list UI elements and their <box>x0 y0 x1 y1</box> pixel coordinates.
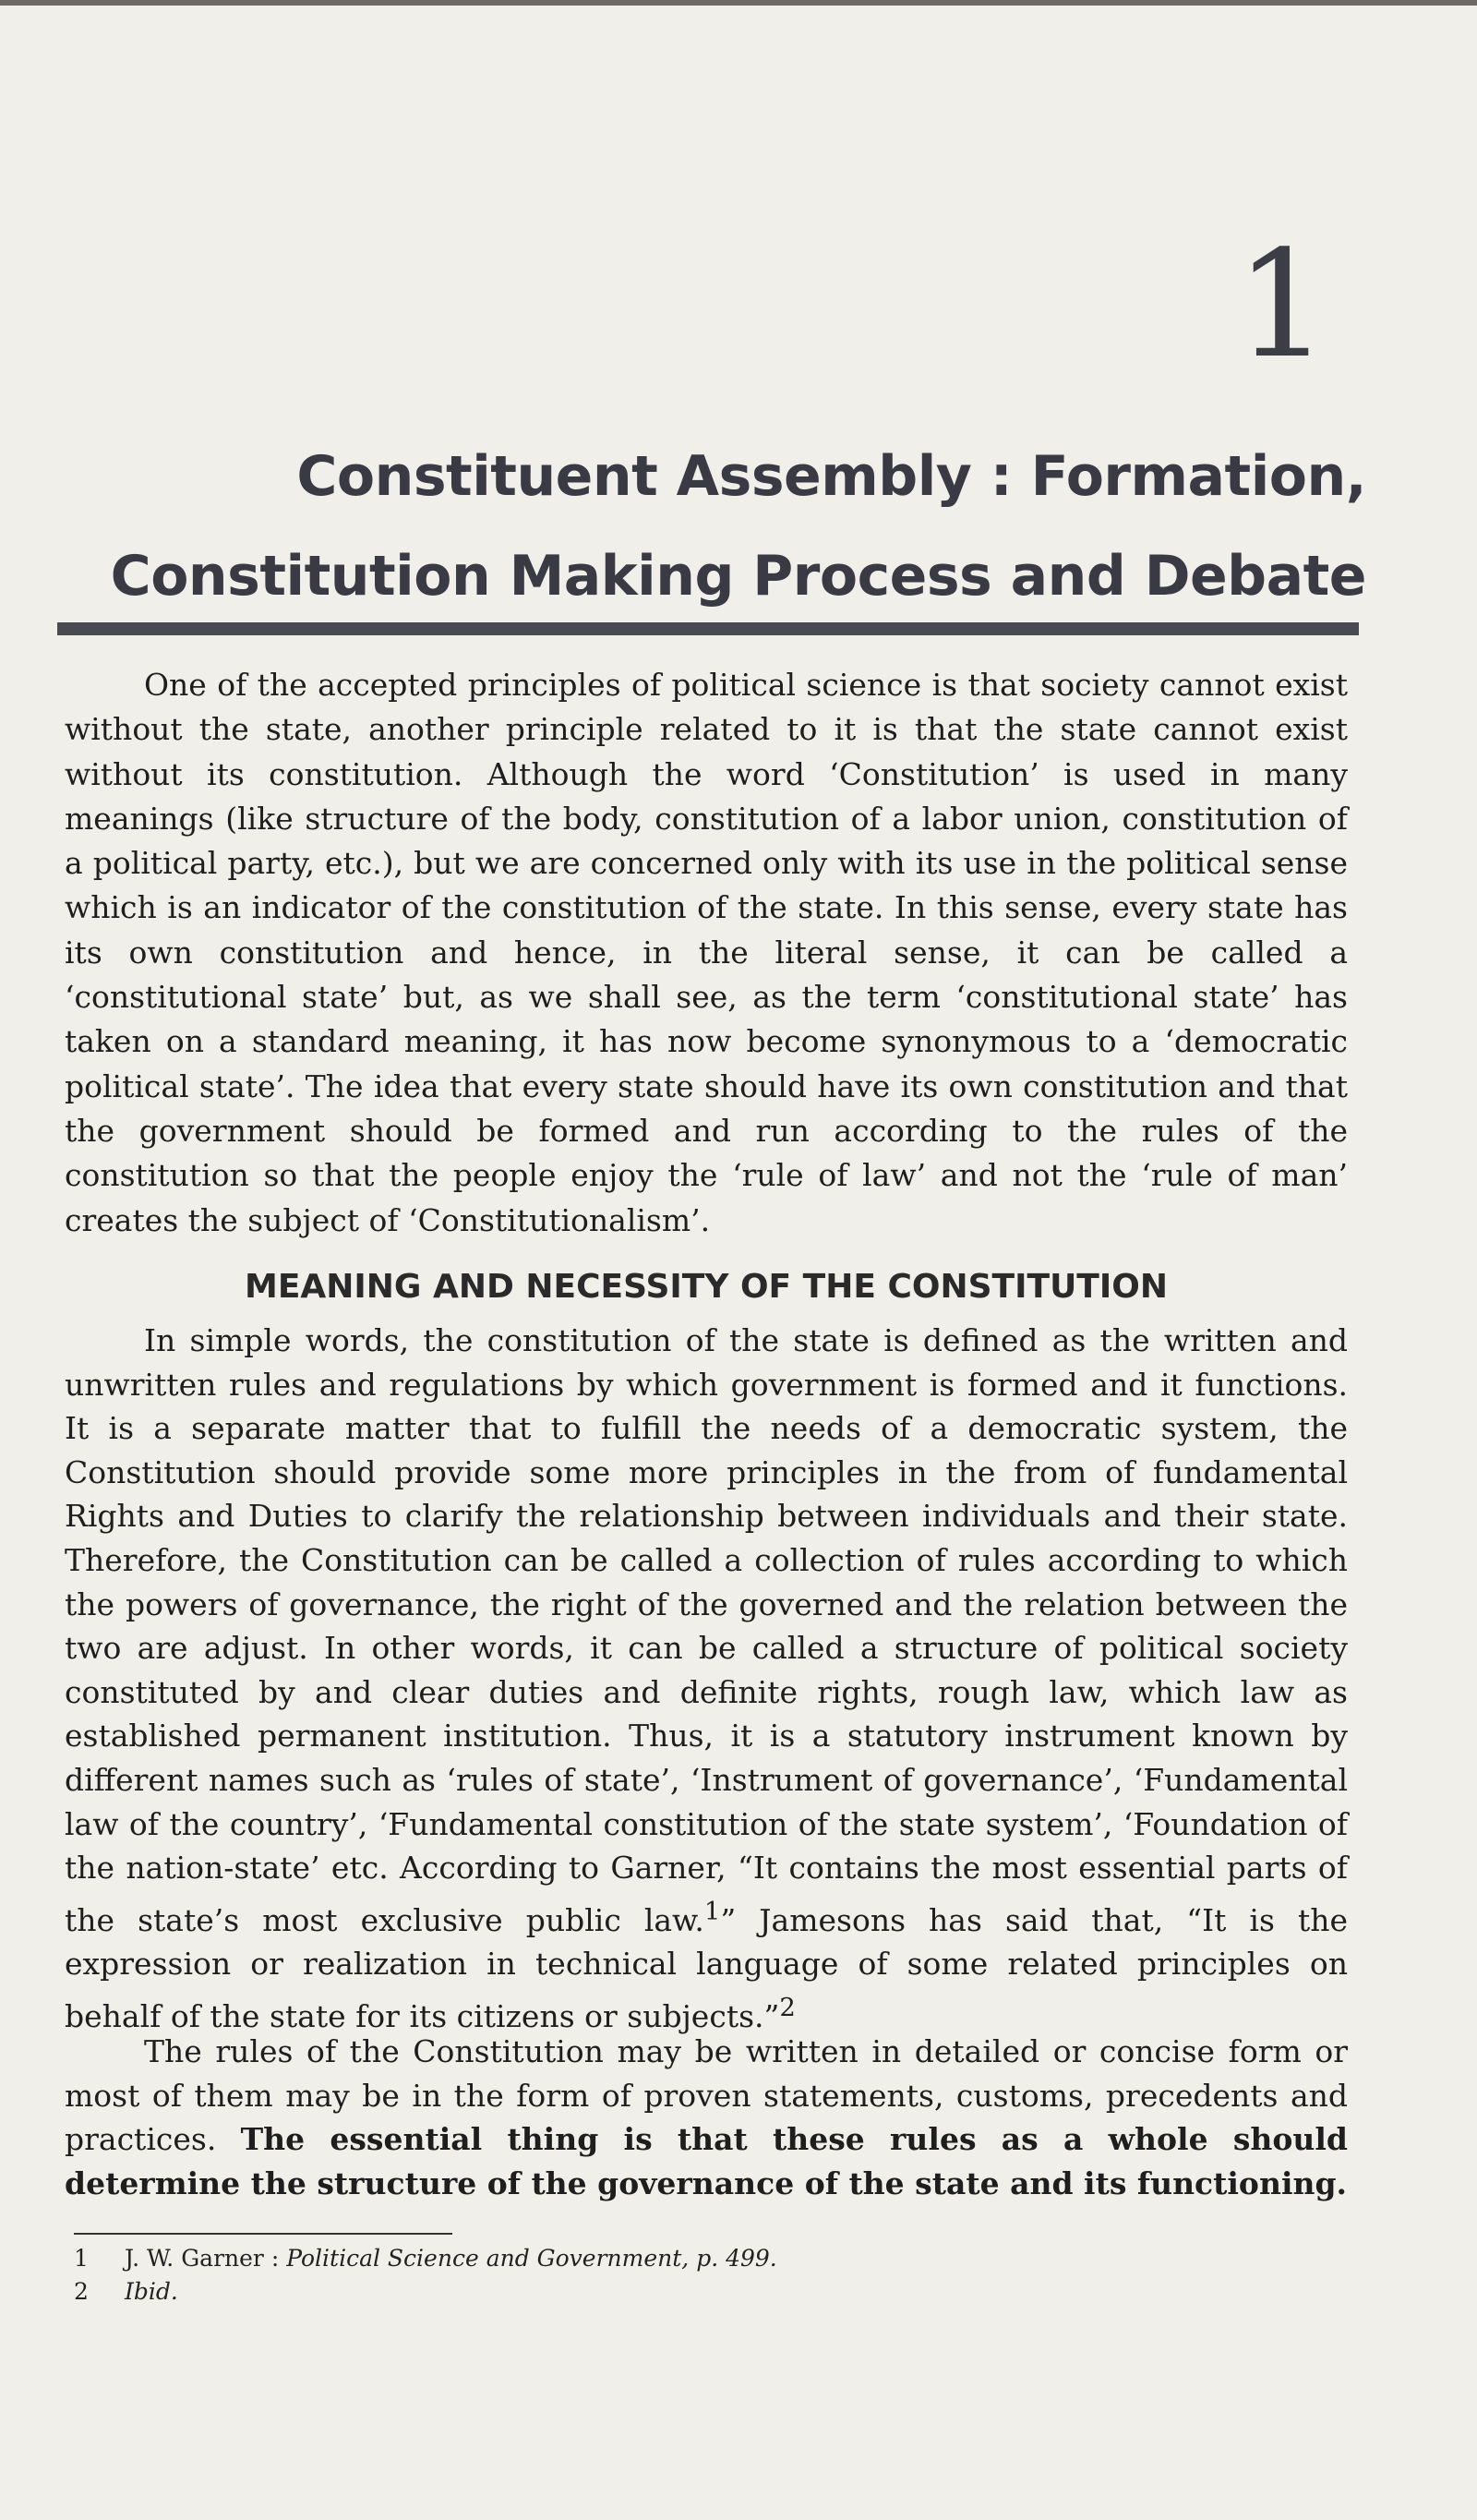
section-heading: MEANING AND NECESSITY OF THE CONSTITUTION <box>245 1268 1168 1306</box>
footnote-text <box>125 2242 777 2275</box>
footnote-title: Political Science and Government <box>286 2245 682 2272</box>
footnote-divider <box>74 2233 452 2235</box>
rules-paragraph-emphasis: The essential thing is that these rules as a whole should determine the structure of the governance of the state and its functioning. <box>65 2121 1349 2201</box>
chapter-title-line-1: Constituent Assembly : Formation, <box>296 444 1366 509</box>
footnote-text <box>125 2275 178 2309</box>
title-divider <box>57 622 1359 635</box>
chapter-title <box>55 427 1366 626</box>
footnotes <box>74 2242 1274 2309</box>
footnote-page: , p. 499. <box>681 2245 777 2272</box>
rules-paragraph-text: The rules of the Constitution may be written in detailed or concise form or most of them may be in the form of proven statements, customs, precedents and practices. <box>65 2033 1348 2157</box>
chapter-number: 1 <box>1235 218 1329 391</box>
intro-paragraph-block <box>65 663 1348 1243</box>
footnote-title: Ibid. <box>125 2278 178 2305</box>
rules-paragraph-block <box>65 2030 1348 2205</box>
meaning-paragraph-text: In simple words, the constitution of the state is defined as the written and unwritten rules and regulations by which government is formed and it functions. It is a separate matter that to fulfill the needs of a democratic system, the Constitution should provide some more principles in the from of fundamental Rights and Duties to clarify the relationship between individuals and their state. Therefore, the Constitution can be called a collection of rules according to which the powers of governance, the right of the governed and the relation between the two are adjust. In other words, it can be called a structure of political society constituted by and clear duties and definite rights, rough law, which law as established permanent institution. Thus, it is a statutory instrument known by different names such as ‘rules of state’, ‘Instrument of governance’, ‘Fundamental law of the country’, ‘Fundamental constitution of the state system’, ‘Foundation of the nation-state’ etc. According to Garner, “It contains the most essential parts of the state’s most exclusive public law. <box>65 1322 1348 1938</box>
meaning-paragraph-text-2: ” Jamesons has said that, “It is the expression or realization in technical language of some related principles on behalf of the state for its citizens or subjects.” <box>65 1901 1348 2034</box>
footnote-number: 2 <box>74 2278 89 2305</box>
footnote-ref-2: 2 <box>779 1992 796 2022</box>
footnote-number: 1 <box>74 2245 89 2272</box>
footnote-author: J. W. Garner : <box>125 2245 287 2272</box>
meaning-paragraph-block <box>65 1319 1348 2039</box>
footnote-item <box>74 2242 1274 2275</box>
intro-paragraph: One of the accepted principles of political science is that society cannot exist without the state, another principle related to it is that the state cannot exist without its constitution. Although the word ‘Constitution’ is used in many meanings (like structure of the body, constitution of a labor union, constitution of a political party, etc.), but we are concerned only with its use in the political sense which is an indicator of the constitution of the state. In this sense, every state has its own constitution and hence, in the literal sense, it can be called a ‘constitutional state’ but, as we shall see, as the term ‘constitutional state’ has taken on a standard meaning, it has now become synonymous to a ‘democratic political state’. The idea that every state should have its own constitution and that the government should be formed and run according to the rules of the constitution so that the people enjoy the ‘rule of law’ and not the ‘rule of man’ creates the subject of ‘Constitutionalism’. <box>65 667 1348 1238</box>
rules-paragraph <box>65 2030 1348 2205</box>
meaning-paragraph <box>65 1319 1348 2039</box>
chapter-title-line-2: Constitution Making Process and Debate <box>110 544 1366 609</box>
footnote-item <box>74 2275 1274 2309</box>
footnote-ref-1: 1 <box>703 1896 721 1926</box>
